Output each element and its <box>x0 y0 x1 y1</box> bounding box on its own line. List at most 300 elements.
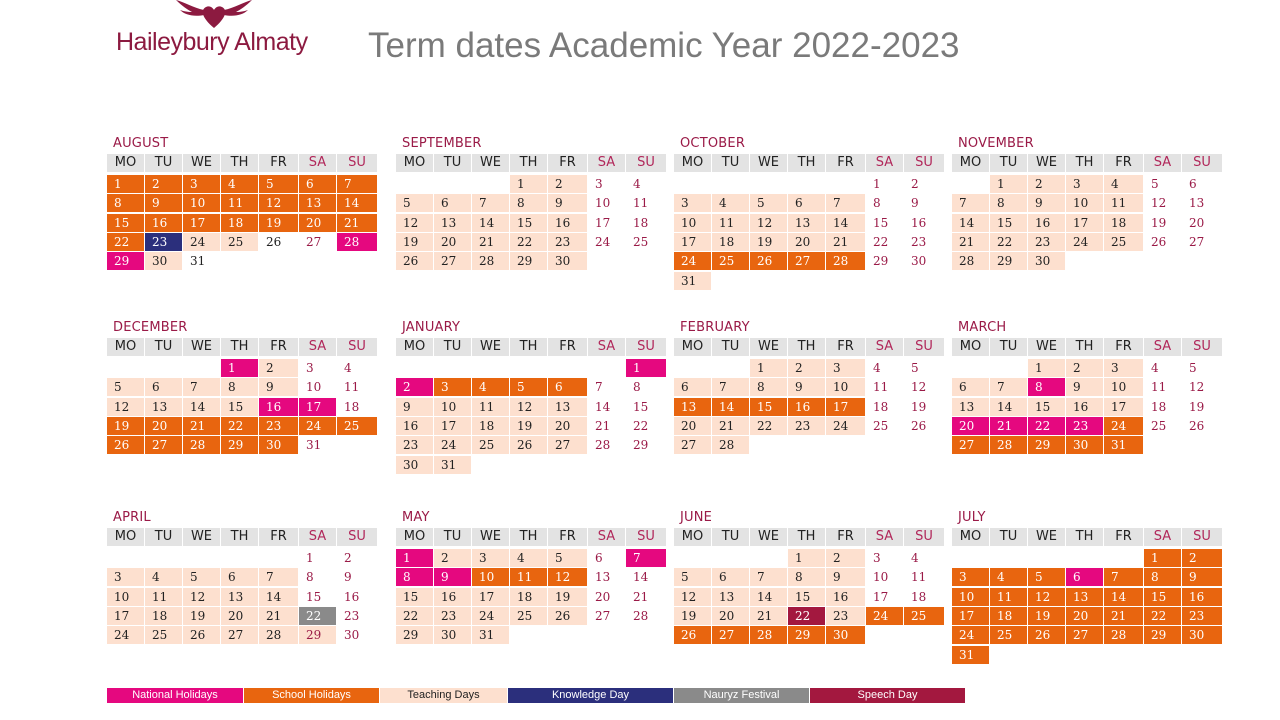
day-cell: 20 <box>1189 215 1205 230</box>
day-cell: 25 <box>1104 233 1143 251</box>
day-cell: 25 <box>873 418 889 433</box>
day-cell: 19 <box>510 417 547 435</box>
day-cell: 30 <box>1066 436 1103 454</box>
day-cell: 7 <box>952 194 989 212</box>
page-title: Term dates Academic Year 2022-2023 <box>368 26 960 65</box>
day-cell: 23 <box>548 233 587 251</box>
day-cell: 22 <box>750 417 787 435</box>
weekday-header-tu: TU <box>145 154 182 172</box>
day-cell: 2 <box>548 175 587 193</box>
day-cell: 31 <box>434 456 471 474</box>
day-cell: 30 <box>1182 626 1222 644</box>
day-cell: 30 <box>259 436 298 454</box>
day-cell: 2 <box>911 177 919 191</box>
day-cell: 29 <box>633 438 649 453</box>
day-cell: 31 <box>952 646 989 664</box>
day-cell: 12 <box>1151 196 1167 211</box>
day-cell: 2 <box>259 359 298 377</box>
day-cell: 17 <box>434 417 471 435</box>
day-cell: 13 <box>595 570 611 585</box>
day-cell: 18 <box>472 417 509 435</box>
day-cell: 10 <box>595 196 611 211</box>
day-cell: 4 <box>472 378 509 396</box>
weekday-header-th: TH <box>221 338 258 356</box>
day-cell: 29 <box>107 252 144 270</box>
day-cell: 2 <box>1066 359 1103 377</box>
day-cell: 2 <box>1182 549 1222 567</box>
weekday-header-mo: MO <box>107 154 144 172</box>
day-cell: 7 <box>990 378 1027 396</box>
weekday-header-tu: TU <box>434 338 471 356</box>
day-cell: 24 <box>952 626 989 644</box>
day-cell: 28 <box>595 438 611 453</box>
day-cell: 16 <box>145 214 182 232</box>
day-cell: 15 <box>510 214 547 232</box>
weekday-header-sa: SA <box>1144 528 1181 546</box>
day-cell: 15 <box>396 588 433 606</box>
day-cell: 22 <box>873 234 889 249</box>
day-cell: 15 <box>306 589 322 604</box>
day-cell: 16 <box>344 589 360 604</box>
day-cell: 15 <box>1144 588 1181 606</box>
weekday-header-tu: TU <box>990 154 1027 172</box>
day-cell: 4 <box>633 177 641 191</box>
day-cell: 12 <box>510 398 547 416</box>
weekday-header-we: WE <box>183 338 220 356</box>
day-cell: 5 <box>548 549 587 567</box>
day-cell: 8 <box>873 196 881 211</box>
day-cell: 11 <box>510 568 547 586</box>
day-cell: 18 <box>633 215 649 230</box>
legend-item-nauryz-festival: Nauryz Festival <box>674 688 809 703</box>
day-cell: 24 <box>107 626 144 644</box>
day-cell: 27 <box>221 626 258 644</box>
weekday-header-mo: MO <box>674 154 711 172</box>
day-cell: 10 <box>674 214 711 232</box>
day-cell: 27 <box>434 252 471 270</box>
day-cell: 16 <box>434 588 471 606</box>
day-cell: 14 <box>712 398 749 416</box>
month-september <box>396 138 668 314</box>
day-cell: 10 <box>1104 378 1143 396</box>
day-cell: 7 <box>183 378 220 396</box>
day-cell: 29 <box>990 252 1027 270</box>
day-cell: 24 <box>1066 233 1103 251</box>
day-cell: 26 <box>548 607 587 625</box>
day-cell: 17 <box>183 214 220 232</box>
weekday-header-th: TH <box>510 528 547 546</box>
day-cell: 11 <box>712 214 749 232</box>
weekday-header-su: SU <box>1182 528 1222 546</box>
day-cell: 6 <box>712 568 749 586</box>
day-cell: 10 <box>1066 194 1103 212</box>
day-cell: 30 <box>434 626 471 644</box>
day-cell: 20 <box>548 417 587 435</box>
weekday-header-fr: FR <box>826 338 865 356</box>
day-cell: 11 <box>1104 194 1143 212</box>
weekday-header-th: TH <box>788 154 825 172</box>
weekday-header-mo: MO <box>396 154 433 172</box>
day-cell: 7 <box>595 380 603 395</box>
legend-item-school-holidays: School Holidays <box>244 688 379 703</box>
day-cell: 6 <box>1189 177 1197 191</box>
day-cell: 15 <box>107 214 144 232</box>
day-cell: 13 <box>712 588 749 606</box>
day-cell: 22 <box>633 418 649 433</box>
weekday-header-we: WE <box>750 338 787 356</box>
day-cell: 11 <box>472 398 509 416</box>
day-cell: 29 <box>221 436 258 454</box>
day-cell: 2 <box>396 378 433 396</box>
weekday-header-we: WE <box>183 154 220 172</box>
month-title: JUNE <box>680 510 713 525</box>
weekday-header-tu: TU <box>145 528 182 546</box>
day-cell: 26 <box>750 252 787 270</box>
legend-item-speech-day: Speech Day <box>810 688 965 703</box>
day-cell: 15 <box>873 215 889 230</box>
weekday-header-sa: SA <box>299 154 336 172</box>
day-cell: 20 <box>595 589 611 604</box>
day-cell: 9 <box>1182 568 1222 586</box>
day-cell: 24 <box>1104 417 1143 435</box>
day-cell: 28 <box>952 252 989 270</box>
day-cell: 8 <box>1144 568 1181 586</box>
weekday-header-fr: FR <box>1104 528 1143 546</box>
weekday-header-su: SU <box>337 528 377 546</box>
day-cell: 11 <box>911 570 927 585</box>
day-cell: 25 <box>712 252 749 270</box>
day-cell: 21 <box>826 233 865 251</box>
day-cell: 27 <box>1066 626 1103 644</box>
weekday-header-we: WE <box>1028 528 1065 546</box>
day-cell: 19 <box>259 214 298 232</box>
day-cell: 11 <box>221 194 258 212</box>
weekday-header-mo: MO <box>396 338 433 356</box>
day-cell: 8 <box>221 378 258 396</box>
day-cell: 19 <box>1151 215 1167 230</box>
day-cell: 23 <box>259 417 298 435</box>
day-cell: 17 <box>826 398 865 416</box>
weekday-header-su: SU <box>904 154 944 172</box>
day-cell: 1 <box>750 359 787 377</box>
day-cell: 22 <box>1028 417 1065 435</box>
weekday-header-th: TH <box>788 338 825 356</box>
day-cell: 19 <box>750 233 787 251</box>
day-cell: 24 <box>674 252 711 270</box>
day-cell: 19 <box>911 399 927 414</box>
day-cell: 18 <box>145 607 182 625</box>
weekday-header-mo: MO <box>107 338 144 356</box>
weekday-header-fr: FR <box>259 154 298 172</box>
day-cell: 10 <box>952 588 989 606</box>
day-cell: 1 <box>990 175 1027 193</box>
day-cell: 25 <box>633 234 649 249</box>
weekday-header-th: TH <box>510 154 547 172</box>
day-cell: 23 <box>1028 233 1065 251</box>
weekday-header-we: WE <box>472 338 509 356</box>
month-title: MAY <box>402 510 430 525</box>
day-cell: 23 <box>145 233 182 251</box>
day-cell: 4 <box>145 568 182 586</box>
day-cell: 8 <box>306 570 314 585</box>
day-cell: 18 <box>221 214 258 232</box>
day-cell: 22 <box>221 417 258 435</box>
day-cell: 16 <box>911 215 927 230</box>
day-cell: 28 <box>183 436 220 454</box>
day-cell: 27 <box>306 234 322 249</box>
weekday-header-th: TH <box>221 154 258 172</box>
day-cell: 27 <box>1189 234 1205 249</box>
heart-wings-icon <box>174 0 254 30</box>
day-cell: 28 <box>750 626 787 644</box>
day-cell: 8 <box>633 380 641 395</box>
day-cell: 4 <box>873 361 881 375</box>
day-cell: 17 <box>1066 214 1103 232</box>
month-january <box>396 322 668 498</box>
day-cell: 25 <box>990 626 1027 644</box>
day-cell: 20 <box>1066 607 1103 625</box>
day-cell: 11 <box>873 380 889 395</box>
day-cell: 30 <box>548 252 587 270</box>
day-cell: 1 <box>1028 359 1065 377</box>
day-cell: 16 <box>1182 588 1222 606</box>
day-cell: 22 <box>788 607 825 625</box>
day-cell: 3 <box>826 359 865 377</box>
day-cell: 25 <box>337 417 377 435</box>
day-cell: 23 <box>788 417 825 435</box>
month-title: APRIL <box>113 510 151 525</box>
day-cell: 19 <box>1028 607 1065 625</box>
day-cell: 26 <box>911 418 927 433</box>
day-cell: 4 <box>1104 175 1143 193</box>
day-cell: 26 <box>1028 626 1065 644</box>
weekday-header-su: SU <box>337 338 377 356</box>
day-cell: 29 <box>1144 626 1181 644</box>
day-cell: 22 <box>510 233 547 251</box>
weekday-header-su: SU <box>1182 338 1222 356</box>
day-cell: 5 <box>259 175 298 193</box>
weekday-header-sa: SA <box>866 154 903 172</box>
day-cell: 18 <box>344 399 360 414</box>
day-cell: 11 <box>1151 380 1167 395</box>
day-cell: 9 <box>344 570 352 585</box>
weekday-header-sa: SA <box>866 338 903 356</box>
month-april <box>107 512 379 688</box>
day-cell: 28 <box>472 252 509 270</box>
weekday-header-fr: FR <box>826 528 865 546</box>
weekday-header-mo: MO <box>674 338 711 356</box>
day-cell: 13 <box>548 398 587 416</box>
day-cell: 30 <box>826 626 865 644</box>
day-cell: 18 <box>990 607 1027 625</box>
day-cell: 30 <box>911 254 927 269</box>
month-december <box>107 322 379 498</box>
day-cell: 3 <box>1104 359 1143 377</box>
weekday-header-mo: MO <box>952 528 989 546</box>
weekday-header-fr: FR <box>259 338 298 356</box>
day-cell: 2 <box>145 175 182 193</box>
legend-item-teaching-days: Teaching Days <box>380 688 507 703</box>
day-cell: 6 <box>952 378 989 396</box>
weekday-header-we: WE <box>472 528 509 546</box>
day-cell: 29 <box>299 626 336 644</box>
day-cell: 23 <box>911 234 927 249</box>
day-cell: 11 <box>633 196 649 211</box>
day-cell: 1 <box>396 549 433 567</box>
weekday-header-su: SU <box>337 154 377 172</box>
day-cell: 23 <box>1182 607 1222 625</box>
day-cell: 5 <box>1028 568 1065 586</box>
day-cell: 4 <box>221 175 258 193</box>
day-cell: 9 <box>145 194 182 212</box>
weekday-header-tu: TU <box>712 154 749 172</box>
day-cell: 7 <box>1104 568 1143 586</box>
weekday-header-sa: SA <box>588 528 625 546</box>
day-cell: 26 <box>183 626 220 644</box>
day-cell: 13 <box>1066 588 1103 606</box>
day-cell: 8 <box>990 194 1027 212</box>
day-cell: 30 <box>396 456 433 474</box>
day-cell: 17 <box>299 398 336 416</box>
weekday-header-tu: TU <box>434 528 471 546</box>
weekday-header-tu: TU <box>712 338 749 356</box>
day-cell: 24 <box>434 436 471 454</box>
day-cell: 2 <box>434 549 471 567</box>
weekday-header-fr: FR <box>548 154 587 172</box>
day-cell: 16 <box>1028 214 1065 232</box>
day-cell: 9 <box>826 568 865 586</box>
day-cell: 17 <box>472 588 509 606</box>
month-title: JULY <box>958 510 986 525</box>
day-cell: 14 <box>990 398 1027 416</box>
day-cell: 13 <box>221 588 258 606</box>
day-cell: 4 <box>1151 361 1159 375</box>
day-cell: 10 <box>434 398 471 416</box>
day-cell: 12 <box>548 568 587 586</box>
weekday-header-mo: MO <box>952 154 989 172</box>
day-cell: 25 <box>221 233 258 251</box>
day-cell: 24 <box>299 417 336 435</box>
day-cell: 18 <box>1104 214 1143 232</box>
day-cell: 22 <box>1144 607 1181 625</box>
day-cell: 14 <box>259 588 298 606</box>
day-cell: 27 <box>548 436 587 454</box>
day-cell: 30 <box>344 628 360 643</box>
day-cell: 15 <box>633 399 649 414</box>
day-cell: 10 <box>472 568 509 586</box>
day-cell: 4 <box>344 361 352 375</box>
day-cell: 15 <box>221 398 258 416</box>
day-cell: 8 <box>396 568 433 586</box>
day-cell: 3 <box>434 378 471 396</box>
day-cell: 17 <box>674 233 711 251</box>
day-cell: 10 <box>873 570 889 585</box>
weekday-header-mo: MO <box>674 528 711 546</box>
day-cell: 28 <box>337 233 377 251</box>
day-cell: 3 <box>306 361 314 375</box>
day-cell: 14 <box>472 214 509 232</box>
month-title: SEPTEMBER <box>402 136 482 151</box>
weekday-header-th: TH <box>221 528 258 546</box>
day-cell: 14 <box>337 194 377 212</box>
day-cell: 12 <box>396 214 433 232</box>
weekday-header-sa: SA <box>588 338 625 356</box>
day-cell: 25 <box>1151 418 1167 433</box>
weekday-header-mo: MO <box>107 528 144 546</box>
day-cell: 1 <box>510 175 547 193</box>
day-cell: 22 <box>990 233 1027 251</box>
day-cell: 27 <box>788 252 825 270</box>
day-cell: 19 <box>548 588 587 606</box>
day-cell: 31 <box>472 626 509 644</box>
day-cell: 17 <box>952 607 989 625</box>
day-cell: 13 <box>434 214 471 232</box>
day-cell: 20 <box>221 607 258 625</box>
day-cell: 27 <box>145 436 182 454</box>
day-cell: 26 <box>107 436 144 454</box>
day-cell: 5 <box>183 568 220 586</box>
day-cell: 21 <box>1104 607 1143 625</box>
day-cell: 7 <box>750 568 787 586</box>
day-cell: 27 <box>595 608 611 623</box>
month-title: MARCH <box>958 320 1007 335</box>
day-cell: 1 <box>107 175 144 193</box>
day-cell: 12 <box>674 588 711 606</box>
day-cell: 7 <box>259 568 298 586</box>
month-november <box>952 138 1224 314</box>
day-cell: 12 <box>1189 380 1205 395</box>
month-october <box>674 138 946 314</box>
day-cell: 20 <box>434 233 471 251</box>
day-cell: 3 <box>674 194 711 212</box>
day-cell: 19 <box>674 607 711 625</box>
day-cell: 14 <box>750 588 787 606</box>
weekday-header-th: TH <box>1066 528 1103 546</box>
day-cell: 10 <box>107 588 144 606</box>
day-cell: 11 <box>344 380 360 395</box>
day-cell: 31 <box>674 272 711 290</box>
day-cell: 9 <box>396 398 433 416</box>
day-cell: 17 <box>873 589 889 604</box>
day-cell: 10 <box>183 194 220 212</box>
day-cell: 25 <box>472 436 509 454</box>
day-cell: 14 <box>183 398 220 416</box>
day-cell: 15 <box>750 398 787 416</box>
day-cell: 17 <box>595 215 611 230</box>
day-cell: 15 <box>990 214 1027 232</box>
day-cell: 23 <box>1066 417 1103 435</box>
weekday-header-tu: TU <box>145 338 182 356</box>
day-cell: 6 <box>548 378 587 396</box>
day-cell: 22 <box>107 233 144 251</box>
day-cell: 20 <box>712 607 749 625</box>
day-cell: 3 <box>472 549 509 567</box>
day-cell: 22 <box>299 607 336 625</box>
weekday-header-we: WE <box>1028 338 1065 356</box>
day-cell: 13 <box>145 398 182 416</box>
day-cell: 3 <box>873 551 881 565</box>
day-cell: 4 <box>510 549 547 567</box>
weekday-header-su: SU <box>626 154 666 172</box>
day-cell: 6 <box>145 378 182 396</box>
weekday-header-fr: FR <box>548 338 587 356</box>
day-cell: 22 <box>396 607 433 625</box>
day-cell: 14 <box>826 214 865 232</box>
day-cell: 3 <box>183 175 220 193</box>
weekday-header-sa: SA <box>1144 338 1181 356</box>
day-cell: 31 <box>1104 436 1143 454</box>
day-cell: 7 <box>826 194 865 212</box>
